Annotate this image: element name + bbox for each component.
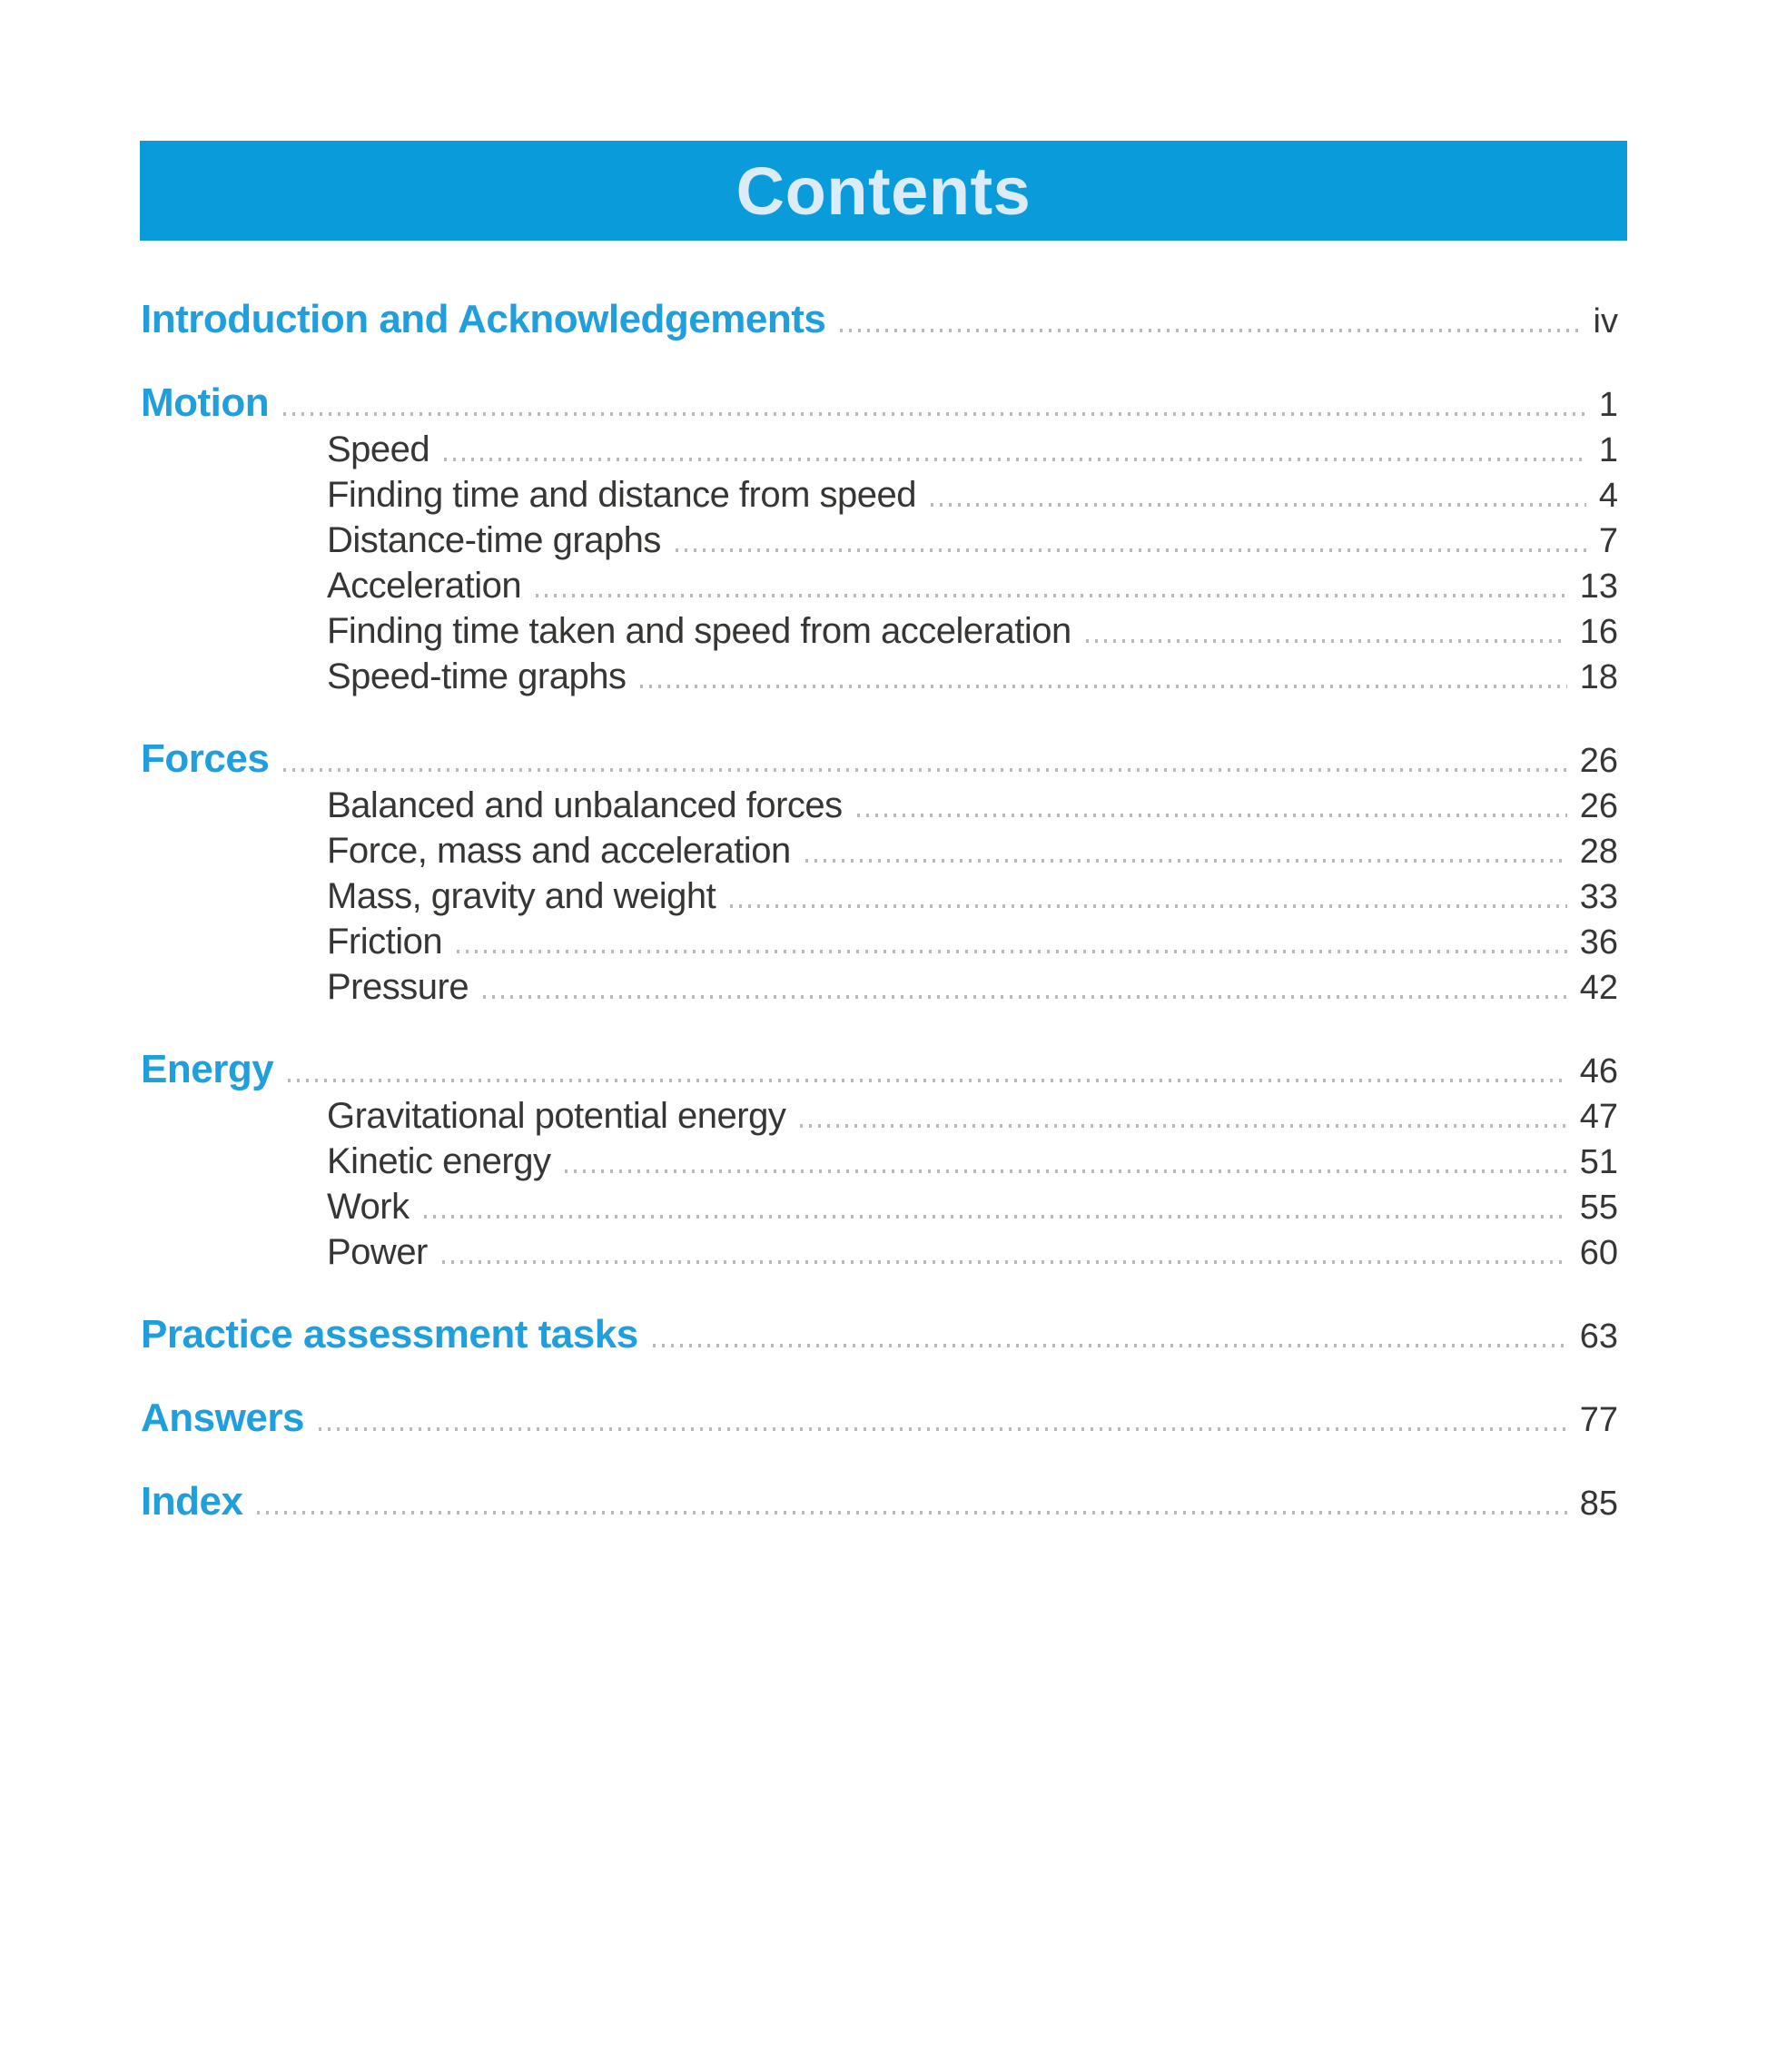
dotted-leader [483,995,1567,999]
toc-item-label: Friction [327,922,443,962]
toc-item-label: Finding time taken and speed from acceleration [327,611,1071,651]
page-number: 55 [1579,1189,1618,1227]
dotted-leader [424,1215,1567,1219]
page-number: 1 [1598,431,1618,469]
dotted-leader [805,859,1567,863]
toc-item-label: Mass, gravity and weight [327,876,716,916]
dotted-leader [931,503,1586,507]
page-number: 16 [1579,613,1618,651]
toc-item-row [141,427,1618,472]
dotted-leader [840,329,1580,332]
page-number: 18 [1579,658,1618,696]
toc-item-row [141,1139,1618,1184]
toc-item-label: Pressure [327,967,469,1007]
toc-section-row [141,735,1618,783]
toc-item-label: Gravitational potential energy [327,1096,786,1136]
dotted-leader [442,1260,1567,1264]
toc-item-label: Distance-time graphs [327,520,661,560]
toc-item-row [141,964,1618,1010]
page-number: 28 [1579,833,1618,871]
dotted-leader [640,685,1566,688]
toc-item-row [141,873,1618,919]
toc-item-row [141,518,1618,563]
page-number: 36 [1579,923,1618,962]
toc-item-label: Speed-time graphs [327,656,627,696]
toc-item-row [141,919,1618,964]
page-number: 4 [1598,477,1618,515]
page-number: 1 [1598,386,1618,424]
toc-section-row [141,1478,1618,1525]
toc-section-row [141,1046,1618,1093]
dotted-leader [857,814,1567,817]
toc-item-label: Finding time and distance from speed [327,475,917,515]
dotted-leader [319,1427,1567,1431]
toc-list [141,296,1618,1525]
dotted-leader [444,458,1586,461]
page-number: 26 [1579,742,1618,780]
toc-section-row [141,1311,1618,1358]
toc-item-row [141,472,1618,518]
toc-section-label: Motion [141,380,270,425]
page-number: 46 [1579,1052,1618,1090]
dotted-leader [730,904,1567,908]
toc-section-row [141,296,1618,343]
toc-item-label: Acceleration [327,566,522,606]
toc-item-row [141,654,1618,699]
page-number: 42 [1579,969,1618,1007]
page-number: iv [1593,302,1618,340]
dotted-leader [676,548,1586,552]
toc-item-row [141,1229,1618,1275]
toc-section-label: Practice assessment tasks [141,1312,638,1357]
page-number: 7 [1598,522,1618,560]
page-number: 47 [1579,1098,1618,1136]
page-number: 51 [1579,1143,1618,1181]
toc-item-row [141,563,1618,608]
toc-section-label: Energy [141,1047,274,1091]
toc-item-row [141,1093,1618,1139]
toc-item-row [141,828,1618,873]
dotted-leader [283,768,1566,772]
page-number: 63 [1579,1317,1618,1356]
dotted-leader [536,594,1567,597]
toc-section-row [141,1395,1618,1442]
page-number: 13 [1579,567,1618,606]
page-number: 85 [1579,1485,1618,1523]
toc-item-row [141,608,1618,654]
dotted-leader [565,1169,1566,1173]
toc-item-label: Power [327,1232,428,1272]
toc-section-label: Introduction and Acknowledgements [141,297,826,341]
toc-section-label: Index [141,1479,243,1524]
dotted-leader [1086,639,1567,643]
toc-item-label: Kinetic energy [327,1141,551,1181]
dotted-leader [457,950,1567,953]
dotted-leader [800,1124,1566,1128]
page-number: 77 [1579,1401,1618,1439]
dotted-leader [288,1079,1567,1082]
toc-section-label: Forces [141,736,270,781]
dotted-leader [283,412,1586,416]
dotted-leader [257,1511,1566,1515]
toc-item-label: Balanced and unbalanced forces [327,785,843,825]
toc-item-row [141,1184,1618,1229]
page-header-bar [140,141,1627,241]
page-number: 26 [1579,787,1618,825]
dotted-leader [653,1344,1567,1347]
toc-section-label: Answers [141,1396,304,1440]
page-number: 33 [1579,878,1618,916]
toc-item-label: Force, mass and acceleration [327,831,791,871]
page-title: Contents [735,153,1032,229]
page-number: 60 [1579,1234,1618,1272]
toc-item-row [141,783,1618,828]
toc-item-label: Work [327,1187,410,1227]
toc-item-label: Speed [327,429,430,469]
toc-section-row [141,380,1618,427]
